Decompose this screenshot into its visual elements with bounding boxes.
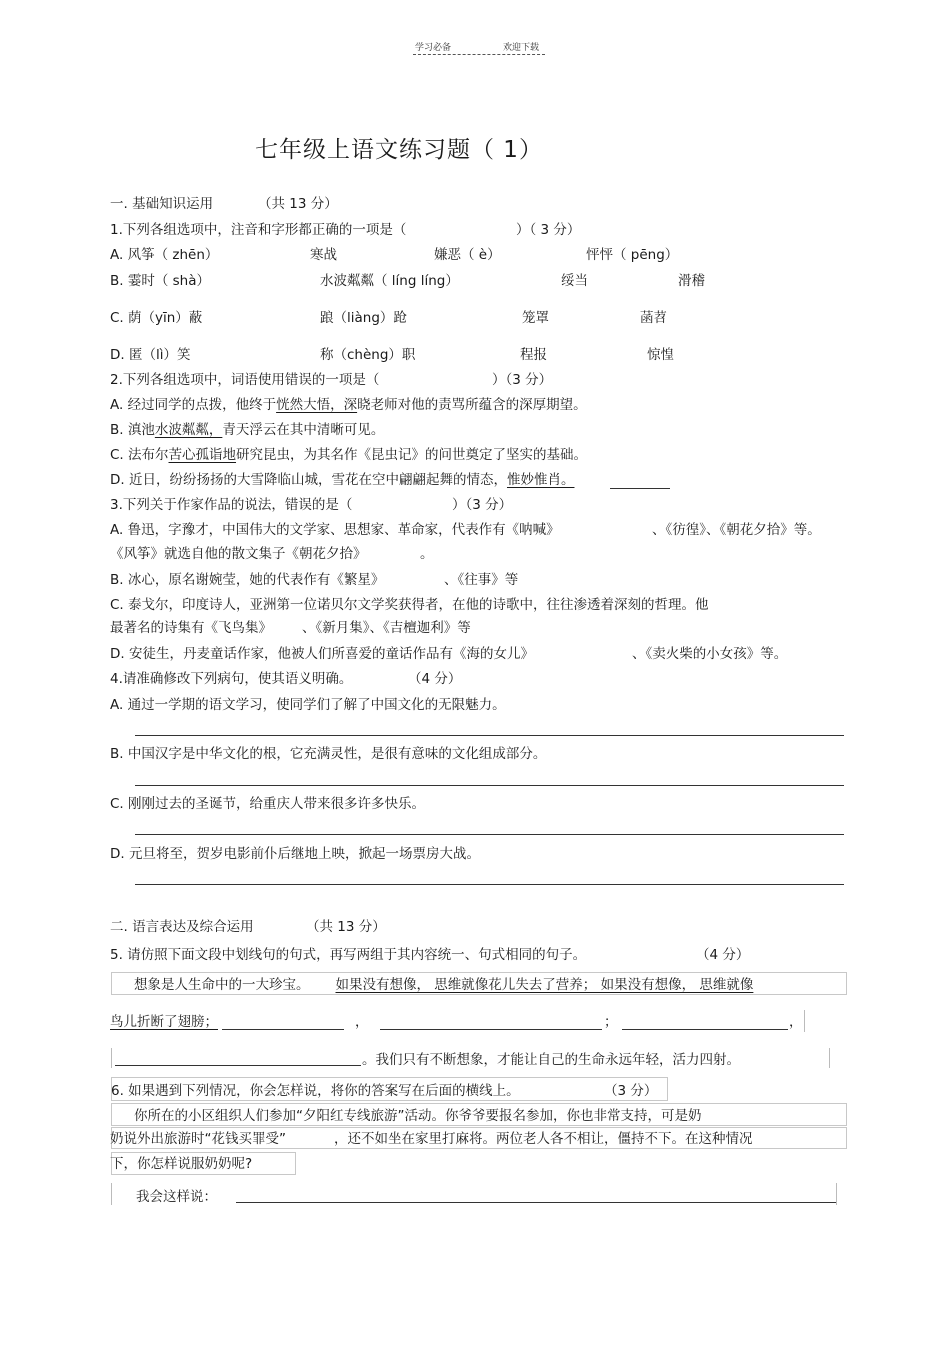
q4-score: （4 分） [408,671,462,687]
q1-optC-2: 踉（liàng）跄 [320,310,407,326]
q1-optC-1: C. 荫（yīn）蔽 [110,310,203,326]
q2-optC: C. 法布尔苦心孤诣地研究昆虫，为其名作《昆虫记》的问世奠定了坚实的基础。 [110,447,588,463]
q6-para-3: 下，你怎样说服奶奶呢? [110,1156,253,1172]
q3-optA-3: 《风筝》就选自他的散文集子《朝花夕拾》 [110,546,367,562]
q1-optB-4: 滑稽 [678,273,705,289]
q1-optC-3: 笼罩 [522,310,549,326]
q5-line2 [110,1013,218,1031]
q1-stem-end: ）（ 3 分） [516,222,581,238]
q2-optB-underlined: 水波粼粼， [154,422,223,438]
q1-optA-3: 嫌恶（ è） [434,247,501,263]
q5-semicolon: ； [604,1014,618,1030]
q5-blank-1[interactable] [222,1029,344,1030]
q6-para-2b: ，还不如坐在家里打麻将。两位老人各不相让，僵持不下。在这种情况 [334,1131,753,1147]
q5-line1: 想象是人生命中的一大珍宝。 如果没有想像， 思维就像花儿失去了营养； 如果没有想像， 思维就像 [134,977,754,993]
q1-optA-4: 怦怦（ pēng） [586,247,679,263]
q3-optB-2: 、《往事》等 [444,572,519,588]
page-title: 七年级上语文练习题（ 1） [255,137,543,163]
q5-comma-2: ， [789,1014,803,1030]
q2-optA: A. 经过同学的点拨，他终于恍然大悟，深晓老师对他的责骂所蕴含的深厚期望。 [110,397,587,413]
q1-optA-2: 寒战 [310,247,337,263]
q4-answer-line-a[interactable] [135,735,844,736]
q5-blank-4[interactable] [115,1065,361,1066]
header-right: 欢迎下载 [503,43,540,53]
q5-line2-underlined: 鸟儿折断了翅膀； [110,1014,218,1030]
q3-optC-2: 最著名的诗集有《飞鸟集》 [110,620,272,636]
q5-line1-underlined: 如果没有想像， 思维就像花儿失去了营养； 如果没有想像， 思维就像 [335,977,754,993]
header-left: 学习必备 [415,43,452,53]
q5-margin-bar-2 [111,1048,112,1068]
q3-optB-1: B. 冰心，原名谢婉莹，她的代表作有《繁星》 [110,572,385,588]
q3-optC-3: 、《新月集》、《吉檀迦利》等 [302,620,471,636]
q5-line3-post: 。我们只有不断想象，才能让自己的生命永远年轻，活力四射。 [362,1052,740,1068]
q5-margin-bar-1 [804,1010,805,1032]
q3-optA-4: 。 [420,546,434,562]
q3-optD-2: 、《卖火柴的小女孩》等。 [632,646,788,662]
q3-optA-1: A. 鲁迅，字豫才，中国伟大的文学家、思想家、革命家，代表作有《呐喊》 [110,522,560,538]
q2-optA-underlined: 恍然大悟，深 [276,397,358,413]
q2-optC-underlined: 苦心孤诣地 [168,447,237,463]
q2-optD-underlined: 惟妙惟肖。 [506,472,575,488]
q5-stem: 5. 请仿照下面文段中划线句的句式，再写两组于其内容统一、句式相同的句子。 [110,947,587,963]
section2-heading: 二. 语言表达及综合运用 [110,919,254,935]
q6-score: （3 分） [604,1083,658,1099]
q1-optD-2: 称（chèng）职 [320,347,416,363]
q4-item-a: A. 通过一学期的语文学习，使同学们了解了中国文化的无限魅力。 [110,697,506,713]
q4-item-b: B. 中国汉字是中华文化的根，它充满灵性，是很有意味的文化组成部分。 [110,746,547,762]
q6-para-2: 奶说外出旅游时“花钱买罪受” [110,1131,286,1147]
q6-answer-line[interactable] [236,1202,836,1203]
q6-margin-bar-2 [836,1183,837,1205]
q1-stem: 1.下列各组选项中，注音和字形都正确的一项是（ [110,222,407,238]
q5-margin-bar-3 [829,1048,830,1068]
q6-answer-label: 我会这样说： [136,1189,217,1205]
q1-optD-4: 惊惶 [647,347,674,363]
q1-optB-1: B. 霎时（ shà） [110,273,210,289]
q2-stem-end: ）（3 分） [492,372,553,388]
q4-item-c: C. 刚刚过去的圣诞节，给重庆人带来很多许多快乐。 [110,796,426,812]
q4-answer-line-b[interactable] [135,785,844,786]
q4-answer-line-c[interactable] [135,834,844,835]
q5-comma: ， [355,1014,369,1030]
q6-margin-bar-1 [111,1183,112,1205]
section2-score: （共 13 分） [306,919,386,935]
q4-answer-line-d[interactable] [135,884,844,885]
q3-stem-end: ）（3 分） [452,497,513,513]
q1-optA-1: A. 风筝（ zhēn） [110,247,219,263]
q4-stem: 4.请准确修改下列病句，使其语义明确。 [110,671,353,687]
q1-optB-2: 水波粼粼（ líng líng） [320,273,459,289]
q2-optD-rule [610,488,670,489]
q6-para-1: 你所在的小区组织人们参加“夕阳红专线旅游”活动。你爷爷要报名参加，你也非常支持，可是奶 [134,1108,702,1124]
q1-optD-1: D. 匿（lì）笑 [110,347,191,363]
q3-optA-2: 、《彷徨》、《朝花夕拾》等。 [652,522,821,538]
q4-item-d: D. 元旦将至，贺岁电影前仆后继地上映，掀起一场票房大战。 [110,846,480,862]
q5-score: （4 分） [696,947,750,963]
q2-optD: D. 近日，纷纷扬扬的大雪降临山城，雪花在空中翩翩起舞的情态，惟妙惟肖。 [110,472,575,488]
q6-stem: 6. 如果遇到下列情况，你会怎样说，将你的答案写在后面的横线上。 [111,1083,520,1099]
q5-blank-3[interactable] [622,1029,788,1030]
q1-optB-3: 绥当 [561,273,588,289]
q3-optD-1: D. 安徒生，丹麦童话作家，他被人们所喜爱的童话作品有《海的女儿》 [110,646,534,662]
section1-score: （共 13 分） [258,196,338,212]
q1-optD-3: 程报 [520,347,547,363]
header-rule [413,54,545,55]
q3-optC-1: C. 泰戈尔，印度诗人，亚洲第一位诺贝尔文学奖获得者，在他的诗歌中，往往渗透着深刻的哲理。他 [110,597,709,613]
q5-blank-2[interactable] [380,1029,602,1030]
q3-stem: 3.下列关于作家作品的说法，错误的是（ [110,497,353,513]
section1-heading: 一. 基础知识运用 [110,196,214,212]
q1-optC-4: 菡苕 [640,310,667,326]
q2-stem: 2.下列各组选项中，词语使用错误的一项是（ [110,372,380,388]
q2-optB: B. 滇池水波粼粼，青天浮云在其中清晰可见。 [110,422,385,438]
